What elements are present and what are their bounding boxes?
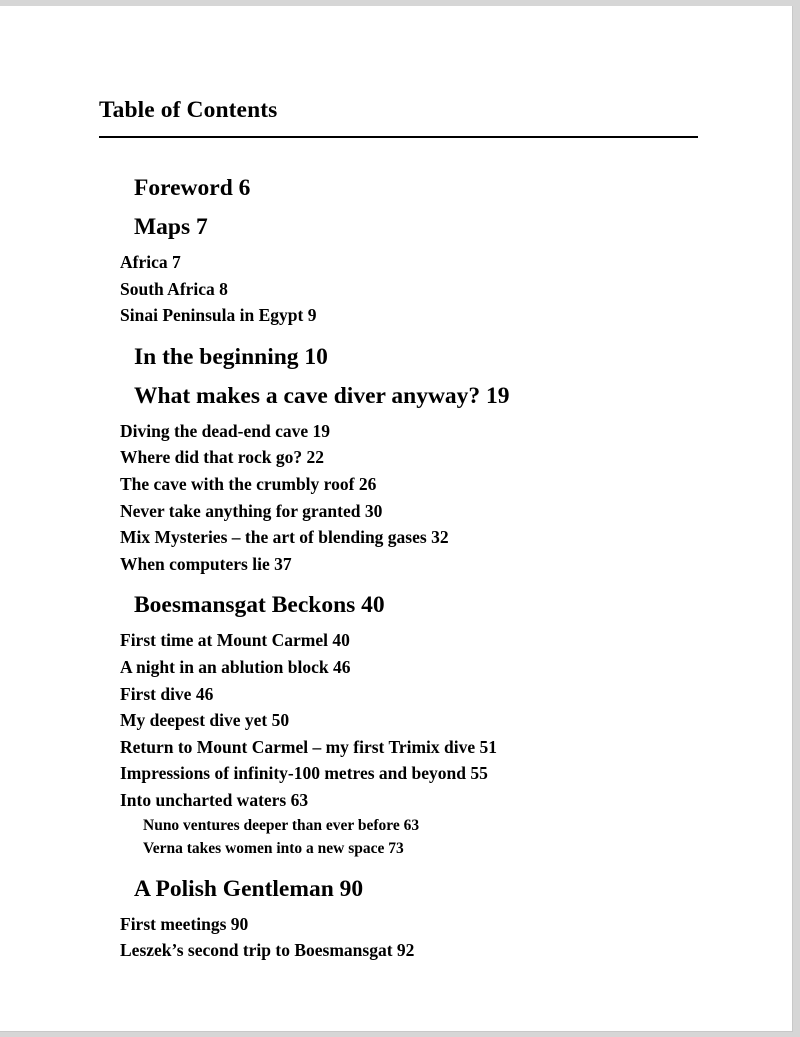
title-divider [99, 136, 698, 138]
toc-entry-level-2[interactable]: First time at Mount Carmel 40 [120, 630, 350, 651]
toc-entry-level-2[interactable]: The cave with the crumbly roof 26 [120, 473, 377, 494]
toc-entry-level-2[interactable]: Into uncharted waters 63 [120, 789, 309, 810]
toc-entry-level-2[interactable]: Mix Mysteries – the art of blending gases 32 [120, 527, 449, 548]
toc-entry-level-3[interactable]: Verna takes women into a new space 73 [143, 840, 404, 857]
toc-entry-level-1[interactable]: Foreword 6 [134, 175, 251, 201]
toc-entry-level-1[interactable]: In the beginning 10 [134, 343, 328, 370]
page-title: Table of Contents [99, 97, 278, 123]
toc-entry-level-2[interactable]: Impressions of infinity-100 metres and beyond 55 [120, 763, 488, 784]
toc-entry-level-2[interactable]: A night in an ablution block 46 [120, 656, 351, 677]
toc-entry-level-2[interactable]: Never take anything for granted 30 [120, 500, 383, 521]
toc-entry-level-3[interactable]: Nuno ventures deeper than ever before 63 [143, 816, 420, 834]
toc-entry-level-2[interactable]: When computers lie 37 [120, 553, 292, 574]
toc-entry-level-2[interactable]: First meetings 90 [120, 913, 249, 934]
toc-entry-level-2[interactable]: Africa 7 [120, 252, 181, 272]
toc-entry-level-1[interactable]: Boesmansgat Beckons 40 [134, 592, 385, 619]
toc-entry-level-2[interactable]: Leszek’s second trip to Boesmansgat 92 [120, 940, 415, 961]
toc-entry-level-1[interactable]: Maps 7 [134, 214, 208, 240]
toc-entry-level-2[interactable]: Sinai Peninsula in Egypt 9 [120, 305, 317, 326]
toc-entry-level-2[interactable]: Diving the dead-end cave 19 [120, 420, 330, 441]
toc-entry-level-2[interactable]: First dive 46 [120, 683, 214, 704]
toc-entry-level-1[interactable]: What makes a cave diver anyway? 19 [134, 382, 510, 409]
table-of-contents-list [0, 169, 792, 964]
toc-entry-level-1[interactable]: A Polish Gentleman 90 [134, 875, 364, 902]
toc-entry-level-2[interactable]: Where did that rock go? 22 [120, 447, 325, 468]
toc-entry-level-2[interactable]: My deepest dive yet 50 [120, 710, 290, 731]
document-page [0, 6, 793, 1032]
toc-entry-level-2[interactable]: South Africa 8 [120, 278, 228, 299]
toc-entry-level-2[interactable]: Return to Mount Carmel – my first Trimix dive 51 [120, 736, 498, 757]
